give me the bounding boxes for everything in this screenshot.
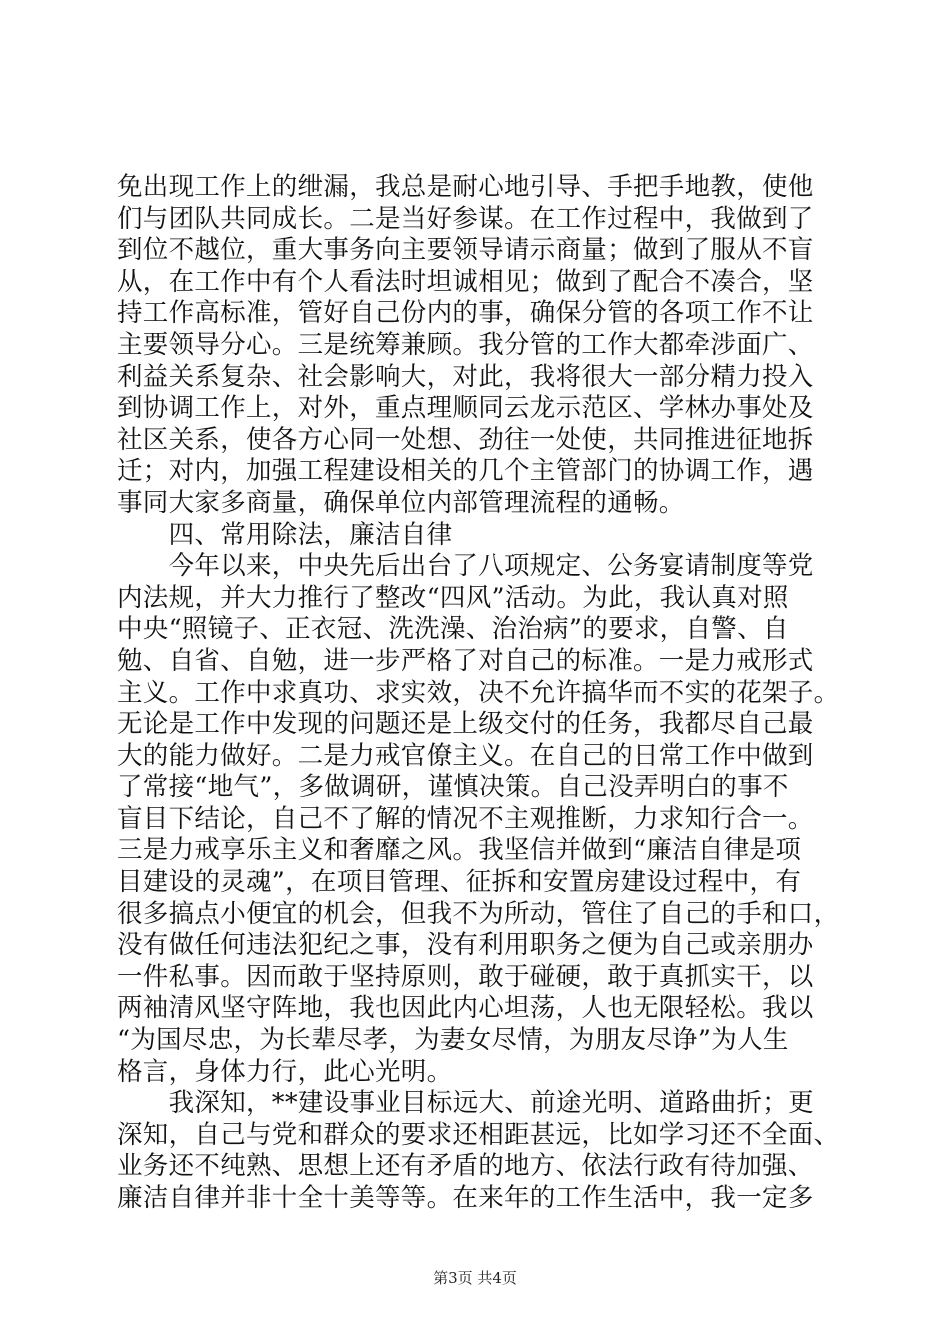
- page-number-footer: 第3页 共4页: [433, 1269, 517, 1287]
- text-line: 业务还不纯熟、思想上还有矛盾的地方、依法行政有待加强、: [117, 1151, 814, 1182]
- text-line: 三是力戒享乐主义和奢靡之风。我坚信并做到“廉洁自律是项: [117, 835, 802, 866]
- text-line: 深知，自己与党和群众的要求还相距甚远，比如学习还不全面、: [117, 1119, 840, 1150]
- text-line: 迁；对内，加强工程建设相关的几个主管部门的协调工作，遇: [117, 456, 814, 487]
- text-line: 到协调工作上，对外，重点理顺同云龙示范区、学林办事处及: [117, 393, 814, 424]
- text-line: 从，在工作中有个人看法时坦诚相见；做到了配合不凑合，坚: [117, 266, 814, 297]
- text-line: 无论是工作中发现的问题还是上级交付的任务，我都尽自己最: [117, 709, 814, 740]
- text-line: 盲目下结论，自己不了解的情况不主观推断，力求知行合一。: [117, 803, 814, 834]
- text-line: 廉洁自律并非十全十美等等。在来年的工作生活中，我一定多: [117, 1183, 814, 1213]
- text-line: 格言，身体力行，此心光明。: [117, 1056, 453, 1087]
- text-line: 社区关系，使各方心同一处想、劲往一处使，共同推进征地拆: [117, 424, 814, 455]
- text-line: 到位不越位，重大事务向主要领导请示商量；做到了服从不盲: [117, 235, 814, 266]
- text-line: 勉、自省、自勉，进一步严格了对自己的标准。一是力戒形式: [117, 645, 814, 676]
- text-line: 了常接“地气”，多做调研，谨慎决策。自己没弄明白的事不: [117, 772, 789, 803]
- text-line: 们与团队共同成长。二是当好参谋。在工作过程中，我做到了: [117, 203, 814, 234]
- text-line: 免出现工作上的绁漏，我总是耐心地引导、手把手地教，使他: [117, 172, 814, 202]
- text-line: 主要领导分心。三是统筹兼顾。我分管的工作大都牵涉面广、: [117, 329, 814, 360]
- text-line: 主义。工作中求真功、求实效，决不允许搞华而不实的花架子。: [117, 677, 840, 708]
- text-line: 我深知，**建设事业目标远大、前途光明、道路曲折；更: [117, 1088, 814, 1119]
- text-line: 大的能力做好。二是力戒官僚主义。在自己的日常工作中做到: [117, 740, 814, 771]
- text-line: 很多搞点小便宜的机会，但我不为所动，管住了自己的手和口，: [117, 898, 840, 929]
- text-line: 没有做任何违法犯纪之事，没有利用职务之便为自己或亲朋办: [117, 930, 814, 961]
- text-line: 中央“照镜子、正衣冠、洗洗澡、治治病”的要求，自警、自: [117, 614, 789, 645]
- text-line: 持工作高标准，管好自己份内的事，确保分管的各项工作不让: [117, 298, 814, 329]
- text-line: 一件私事。因而敢于坚持原则，敢于碰硬，敢于真抓实干，以: [117, 961, 814, 992]
- text-line: “为国尽忠，为长辈尽孝，为妻女尽情，为朋友尽诤”为人生: [117, 1025, 789, 1056]
- section-heading: 四、常用除法，廉洁自律: [117, 519, 453, 550]
- text-line: 利益关系复杂、社会影响大，对此，我将很大一部分精力投入: [117, 361, 814, 392]
- text-line: 目建设的灵魂”，在项目管理、征拆和安置房建设过程中，有: [117, 867, 802, 898]
- text-line: 两袖清风坚守阵地，我也因此内心坦荡，人也无限轻松。我以: [117, 993, 814, 1024]
- document-body: [117, 172, 840, 1215]
- text-line: 今年以来，中央先后出台了八项规定、公务宴请制度等党: [117, 551, 814, 582]
- text-line: 事同大家多商量，确保单位内部管理流程的通畅。: [117, 487, 685, 518]
- text-line: 内法规，并大力推行了整改“四风”活动。为此，我认真对照: [117, 582, 789, 613]
